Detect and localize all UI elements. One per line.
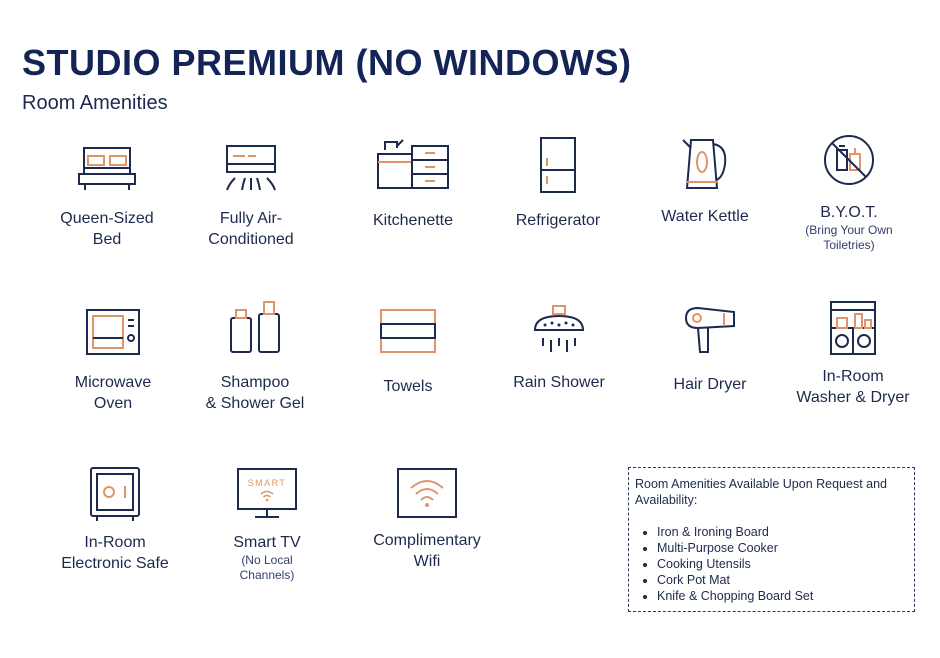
amenity-label: Hair Dryer	[673, 376, 747, 393]
amenity-label: Kitchenette	[372, 212, 454, 229]
amenity-label: Rain Shower	[513, 374, 605, 391]
amenity-label: In-Room Electronic Safe	[61, 534, 169, 572]
amenity-label: Microwave Oven	[74, 374, 152, 412]
amenity-label: B.Y.O.T.	[820, 204, 878, 221]
shampoo-bottles-icon	[225, 298, 285, 356]
amenity-label: Smart TV	[233, 534, 301, 551]
amenity-note: (No Local Channels)	[239, 553, 295, 582]
kitchenette-icon	[375, 136, 451, 192]
amenity-wifi	[352, 466, 502, 572]
kettle-icon	[679, 134, 731, 194]
page-subtitle: Room Amenities	[22, 92, 168, 114]
no-toiletries-icon	[819, 132, 879, 188]
amenity-label: Complimentary Wifi	[373, 532, 481, 570]
amenity-refrigerator	[483, 136, 633, 231]
air-conditioner-icon	[221, 140, 281, 196]
amenity-water-kettle	[630, 134, 780, 227]
on-request-list	[635, 524, 908, 604]
smart-tv-icon	[235, 466, 299, 522]
amenity-hair-dryer	[635, 304, 785, 395]
amenity-label: Fully Air- Conditioned	[208, 210, 294, 248]
towels-icon	[377, 306, 439, 356]
amenity-electronic-safe	[40, 464, 190, 574]
amenity-kitchenette	[338, 136, 488, 231]
amenity-label: Shampoo & Shower Gel	[205, 374, 305, 412]
list-item: • Cork Pot Mat	[657, 572, 908, 588]
amenity-label: In-Room Washer & Dryer	[796, 368, 910, 406]
list-item: • Iron & Ironing Board	[657, 524, 908, 540]
amenity-label: Refrigerator	[515, 212, 601, 229]
amenity-byot	[774, 132, 924, 253]
amenity-label: Towels	[383, 378, 433, 395]
amenity-queen-bed	[32, 140, 182, 250]
wifi-icon	[395, 466, 459, 522]
on-request-amenities-box	[628, 467, 915, 612]
list-item: • Multi-Purpose Cooker	[657, 540, 908, 556]
amenity-label: Water Kettle	[661, 208, 749, 225]
bed-icon	[77, 140, 137, 196]
amenity-shampoo	[180, 298, 330, 414]
microwave-icon	[83, 306, 143, 358]
on-request-heading: Room Amenities Available Upon Request and Availability:	[635, 477, 888, 507]
amenity-label: Queen-Sized Bed	[60, 210, 154, 248]
amenity-rain-shower	[484, 304, 634, 393]
amenity-air-conditioning	[176, 140, 326, 250]
hair-dryer-icon	[680, 304, 740, 356]
refrigerator-icon	[538, 136, 578, 194]
washer-dryer-icon	[827, 298, 879, 356]
safe-icon	[87, 464, 143, 524]
amenity-towels	[333, 306, 483, 397]
amenity-note: (Bring Your Own Toiletries)	[805, 223, 893, 252]
rain-shower-icon	[529, 304, 589, 356]
page-title: STUDIO PREMIUM (NO WINDOWS)	[22, 42, 632, 83]
list-item: • Cooking Utensils	[657, 556, 908, 572]
tv-screen-text: SMART	[247, 478, 287, 488]
amenity-smart-tv	[192, 466, 342, 583]
amenity-microwave	[38, 306, 188, 414]
list-item: • Knife & Chopping Board Set	[657, 588, 908, 604]
amenity-washer-dryer	[778, 298, 928, 408]
